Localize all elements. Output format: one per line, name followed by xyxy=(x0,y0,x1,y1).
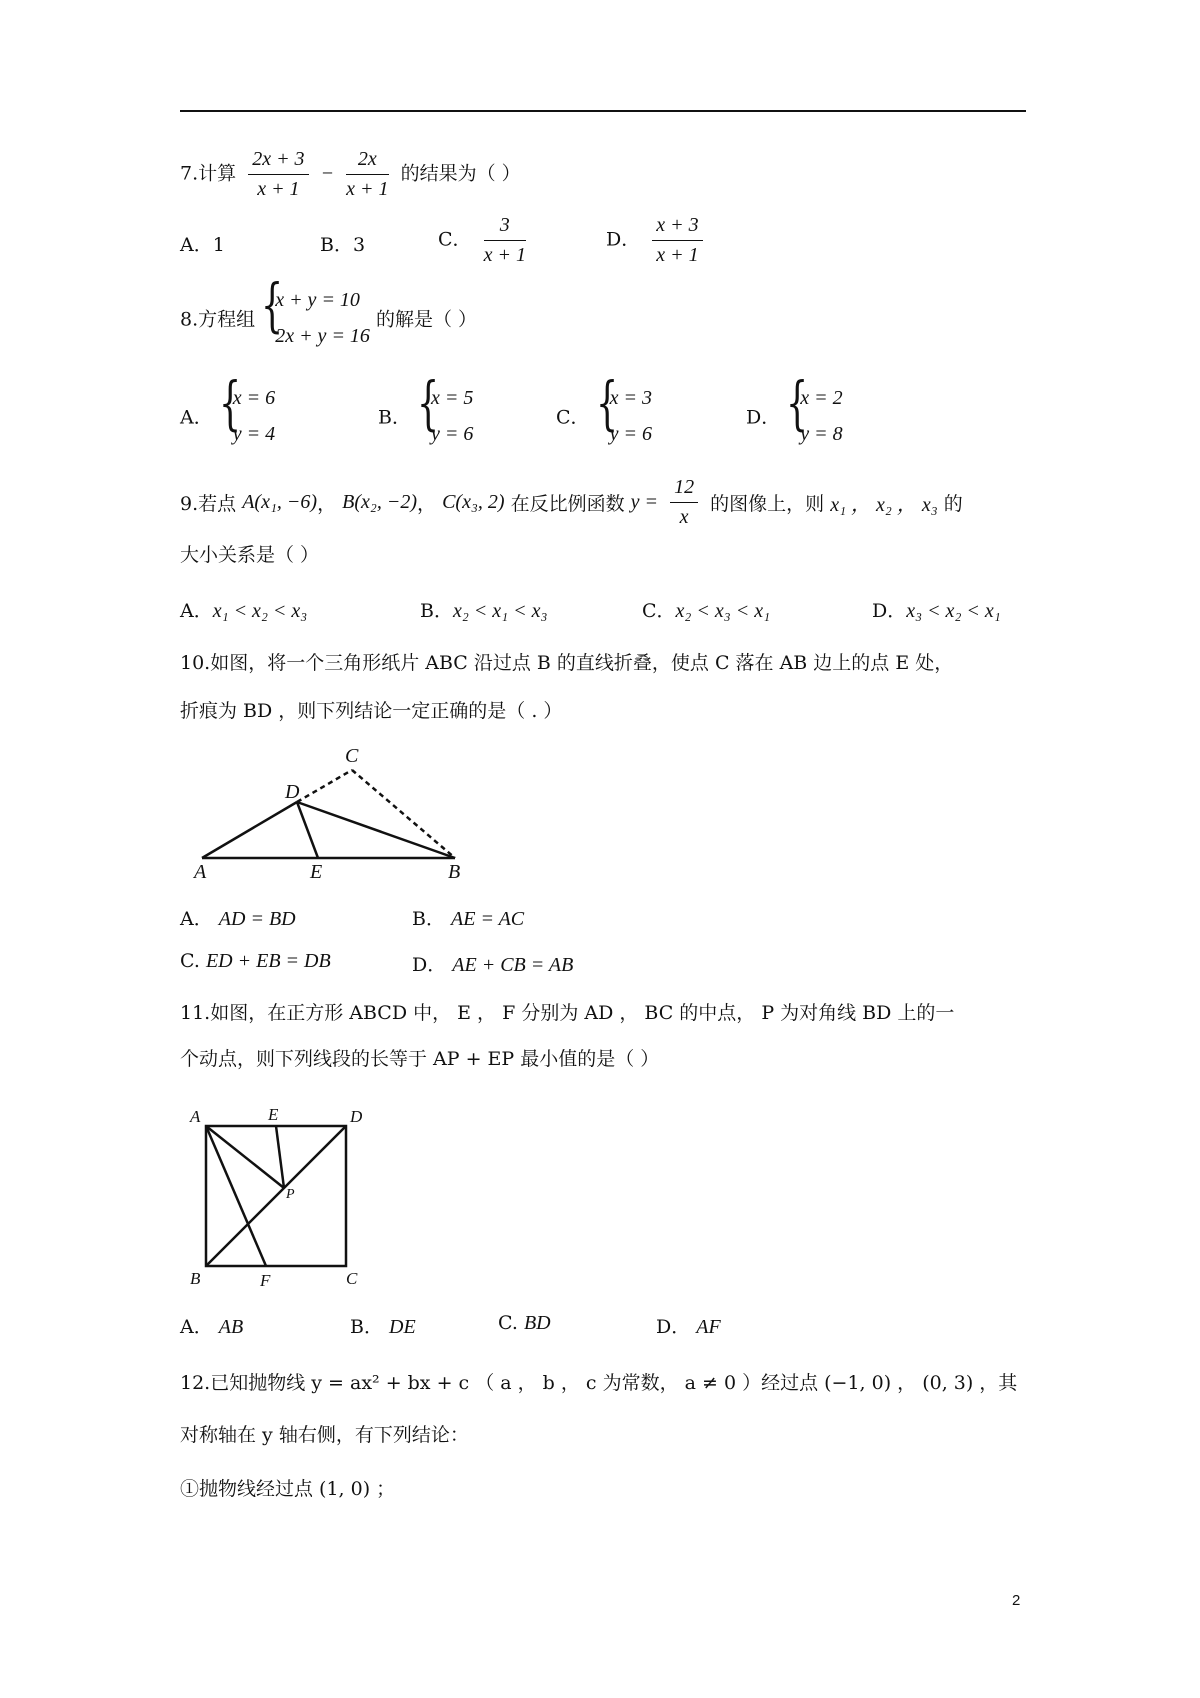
q10-line-1: 10.如图，将一个三角形纸片 ABC 沿过点 B 的直线折叠，使点 C 落在 AB 边上的点 E 处， xyxy=(180,652,954,674)
q8-option-d: D． { x = 2 y = 8 xyxy=(746,369,843,445)
q9-line-2: 大小关系是（ ） xyxy=(180,544,320,566)
q12-line-1: 12.已知抛物线 y = ax² + bx + c （ a ， b ， c 为常数， a ≠ 0 ）经过点 (−1, 0) ， (0, 3) ，其 xyxy=(180,1372,1018,1394)
q10-label-d: D xyxy=(285,781,300,803)
q10-option-b: B． AE = AC xyxy=(412,908,525,930)
q10-option-d: D． AE + CB = AB xyxy=(412,954,574,976)
q11-option-d: D． AF xyxy=(656,1316,721,1338)
q11-square-figure xyxy=(186,1102,366,1290)
q7-fraction-2: $\frac{2x}{x + 1}$ xyxy=(346,148,389,200)
header-rule xyxy=(180,110,1026,112)
q7-suffix: 的结果为（ ） xyxy=(400,162,521,185)
q7-option-d: D． $\frac{x + 3}{x + 1}$ xyxy=(606,214,709,267)
q9-option-b: B．x₂ < x₁ < x₃ xyxy=(420,600,548,622)
q10-option-a: A． AD = BD xyxy=(180,908,296,930)
q11-option-b: B． DE xyxy=(350,1316,416,1338)
q7-option-b: B．3 xyxy=(320,234,366,256)
q7-prefix: 7.计算 xyxy=(180,162,237,185)
q9-option-a: A．x₁ < x₂ < x₃ xyxy=(180,600,308,622)
question-7 xyxy=(180,148,521,201)
q10-label-a: A xyxy=(194,861,207,882)
q10-label-b: B xyxy=(448,861,461,882)
q11-line-2: 个动点，则下列线段的长等于 AP + EP 最小值的是（ ） xyxy=(180,1048,660,1070)
q8-system: { x + y = 10 2x + y = 16 xyxy=(261,271,370,347)
q10-label-e: E xyxy=(310,861,323,882)
q8-prefix: 8.方程组 xyxy=(180,308,256,331)
q12-line-2: 对称轴在 y 轴右侧，有下列结论： xyxy=(180,1424,469,1446)
q8-option-b: B． { x = 5 y = 6 xyxy=(378,369,474,445)
q7-option-d-fraction: $\frac{x + 3}{x + 1}$ xyxy=(652,214,702,267)
q7-option-c-fraction: $\frac{3}{x + 1}$ xyxy=(483,214,526,266)
q9-option-d: D．x₃ < x₂ < x₁ xyxy=(872,600,1001,622)
q11-label-p: P xyxy=(286,1187,295,1202)
page-number: 2 xyxy=(1012,1592,1021,1609)
q11-label-d: D xyxy=(350,1107,363,1126)
q11-option-a: A． AB xyxy=(180,1316,244,1338)
q7-option-c: C． $\frac{3}{x + 1}$ xyxy=(438,214,526,266)
q11-label-b: B xyxy=(190,1269,201,1288)
q8-option-c: C． { x = 3 y = 6 xyxy=(556,369,652,445)
q7-minus: − xyxy=(320,162,335,185)
q7-option-a: A．1 xyxy=(180,234,225,256)
q11-line-1: 11.如图，在正方形 ABCD 中， E ， F 分别为 AD ， BC 的中点， P 为对角线 BD 上的一 xyxy=(180,1002,955,1024)
q11-option-c: C. BD xyxy=(498,1312,551,1334)
question-8 xyxy=(180,271,478,354)
q9-option-c: C．x₂ < x₃ < x₁ xyxy=(642,600,771,622)
question-9: 9.若点 A(x₁, −6)， B(x₂, −2)， C(x₃, 2) 在反比例函数 y = $\frac{12}{x}$ 的图像上，则 x₁ ， x₂ ， x₃ 的 xyxy=(180,476,963,528)
q10-line-2: 折痕为 BD ，则下列结论一定正确的是（ . ） xyxy=(180,700,563,722)
q9-fraction: $\frac{12}{x}$ xyxy=(670,476,698,529)
q8-suffix: 的解是（ ） xyxy=(375,308,478,331)
q11-label-a: A xyxy=(190,1107,201,1126)
q11-label-e: E xyxy=(268,1105,279,1124)
q7-fraction-1: $\frac{2x + 3}{x + 1}$ xyxy=(248,148,308,201)
q12-item-1: ①抛物线经过点 (1, 0) ； xyxy=(180,1478,396,1500)
q10-option-c: C. ED + EB = DB xyxy=(180,950,331,972)
q11-label-c: C xyxy=(346,1269,358,1288)
q10-label-c: C xyxy=(345,745,359,767)
q11-label-f: F xyxy=(260,1271,271,1290)
q8-option-a: A． { x = 6 y = 4 xyxy=(180,369,276,445)
q10-triangle-figure xyxy=(190,742,480,882)
